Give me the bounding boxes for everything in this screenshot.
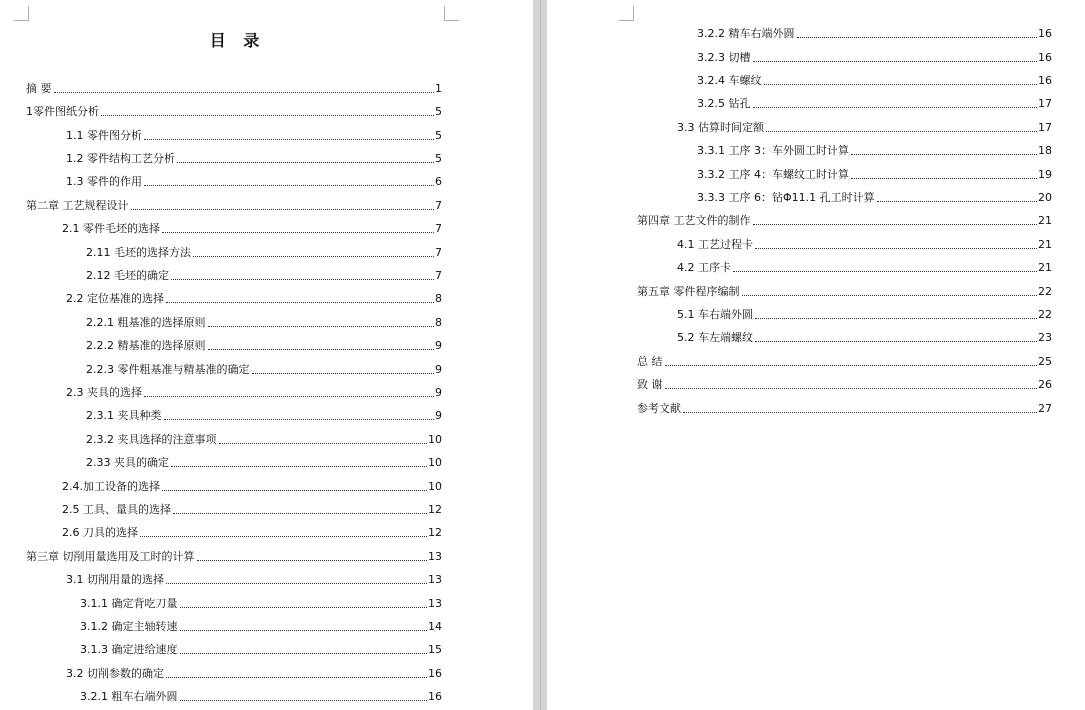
toc-entry-title: 3.3.2 工序 4：车螺纹工时计算 (697, 168, 849, 181)
toc-entry[interactable] (62, 503, 442, 517)
toc-entry-title: 1零件图纸分析 (26, 105, 99, 118)
toc-entry-title: 1.3 零件的作用 (66, 175, 142, 188)
toc-page-number: 9 (435, 386, 442, 399)
toc-dot-leader (166, 302, 434, 303)
toc-entry-title: 2.2 定位基准的选择 (66, 292, 164, 305)
toc-entry-title: 第二章 工艺规程设计 (26, 199, 129, 212)
toc-entry-title: 3.1 切削用量的选择 (66, 573, 164, 586)
toc-entry-title: 2.2.2 精基准的选择原则 (86, 339, 206, 352)
toc-dot-leader (252, 373, 435, 374)
toc-entry-title: 2.2.1 粗基准的选择原则 (86, 316, 206, 329)
toc-entry-title: 2.6 刀具的选择 (62, 526, 138, 539)
toc-dot-leader (755, 318, 1037, 319)
toc-entry[interactable] (677, 261, 1052, 275)
toc-entry[interactable] (26, 105, 442, 119)
toc-page-number: 13 (428, 550, 442, 563)
toc-entry[interactable] (86, 316, 442, 330)
toc-page-number: 14 (428, 620, 442, 633)
toc-dot-leader (851, 178, 1037, 179)
toc-dot-leader (766, 131, 1037, 132)
toc-dot-leader (166, 677, 427, 678)
toc-entry-title: 4.2 工序卡 (677, 261, 731, 274)
toc-entry-title: 3.1.3 确定进给速度 (80, 643, 178, 656)
toc-dot-leader (197, 560, 428, 561)
toc-entry[interactable] (66, 292, 442, 306)
toc-page-number: 1 (435, 82, 442, 95)
toc-entry[interactable] (66, 129, 442, 143)
toc-dot-leader (193, 256, 434, 257)
toc-entry[interactable] (677, 308, 1052, 322)
toc-entry-title: 2.3.1 夹具种类 (86, 409, 162, 422)
toc-page-number: 9 (435, 363, 442, 376)
toc-dot-leader (219, 443, 428, 444)
toc-entry-title: 3.2.2 精车右端外圆 (697, 27, 795, 40)
toc-dot-leader (180, 630, 428, 631)
toc-entry[interactable] (697, 51, 1052, 65)
toc-page-number: 10 (428, 480, 442, 493)
toc-entry[interactable] (677, 331, 1052, 345)
toc-entry[interactable] (26, 550, 442, 564)
toc-entry[interactable] (637, 378, 1052, 392)
toc-entry-title: 摘 要 (26, 82, 52, 95)
toc-page-number: 16 (428, 667, 442, 680)
toc-entry-title: 2.11 毛坯的选择方法 (86, 246, 191, 259)
toc-entry-title: 3.3.1 工序 3：车外圆工时计算 (697, 144, 849, 157)
toc-page-number: 10 (428, 456, 442, 469)
toc-dot-leader (144, 396, 434, 397)
toc-entry-title: 3.3.3 工序 6：钻Φ11.1 孔工时计算 (697, 191, 875, 204)
toc-entry-title: 4.1 工艺过程卡 (677, 238, 753, 251)
toc-entry[interactable] (86, 433, 442, 447)
toc-entry-title: 3.1.2 确定主轴转速 (80, 620, 178, 633)
toc-entry[interactable] (86, 269, 442, 283)
toc-entry[interactable] (66, 152, 442, 166)
toc-entry-title: 2.5 工具、量具的选择 (62, 503, 171, 516)
toc-entry[interactable] (697, 191, 1052, 205)
toc-page-number: 16 (1038, 51, 1052, 64)
toc-page-number: 21 (1038, 261, 1052, 274)
toc-entry[interactable] (62, 222, 442, 236)
toc-entry-title: 2.1 零件毛坯的选择 (62, 222, 160, 235)
toc-page-number: 21 (1038, 214, 1052, 227)
toc-entry-title: 2.4.加工设备的选择 (62, 480, 160, 493)
document-page-right (547, 0, 1085, 710)
toc-entry[interactable] (637, 285, 1052, 299)
toc-entry-title: 3.2.5 钻孔 (697, 97, 751, 110)
toc-entry-title: 1.1 零件图分析 (66, 129, 142, 142)
toc-dot-leader (755, 341, 1037, 342)
toc-page-number: 8 (435, 316, 442, 329)
toc-dot-leader (162, 490, 427, 491)
toc-entry[interactable] (637, 402, 1052, 416)
toc-page-number: 13 (428, 597, 442, 610)
toc-entry-title: 3.2.3 切槽 (697, 51, 751, 64)
toc-page-number: 17 (1038, 121, 1052, 134)
margin-corner-mark (14, 6, 29, 21)
toc-dot-leader (755, 248, 1037, 249)
toc-page-number: 26 (1038, 378, 1052, 391)
toc-entry[interactable] (80, 690, 442, 704)
toc-page-number: 25 (1038, 355, 1052, 368)
toc-dot-leader (742, 295, 1038, 296)
toc-dot-leader (162, 232, 434, 233)
toc-entry-title: 3.2 切削参数的确定 (66, 667, 164, 680)
toc-dot-leader (173, 513, 427, 514)
toc-entry-title: 2.2.3 零件粗基准与精基准的确定 (86, 363, 250, 376)
toc-entry-title: 3.3 估算时间定额 (677, 121, 764, 134)
toc-entry[interactable] (697, 27, 1052, 41)
margin-corner-mark (619, 6, 634, 21)
toc-dot-leader (753, 107, 1038, 108)
toc-entry[interactable] (86, 456, 442, 470)
toc-page-number: 7 (435, 269, 442, 282)
toc-page-number: 21 (1038, 238, 1052, 251)
toc-entry[interactable] (80, 620, 442, 634)
toc-entry[interactable] (86, 363, 442, 377)
toc-page-number: 7 (435, 222, 442, 235)
toc-entry-title: 第三章 切削用量选用及工时的计算 (26, 550, 195, 563)
toc-entry[interactable] (637, 214, 1052, 228)
toc-page-number: 16 (428, 690, 442, 703)
toc-dot-leader (180, 607, 428, 608)
toc-dot-leader (764, 84, 1038, 85)
toc-page-number: 17 (1038, 97, 1052, 110)
toc-dot-leader (131, 209, 435, 210)
toc-page-number: 5 (435, 105, 442, 118)
toc-page-number: 22 (1038, 308, 1052, 321)
toc-entry[interactable] (637, 355, 1052, 369)
toc-entry-title: 1.2 零件结构工艺分析 (66, 152, 175, 165)
toc-entry[interactable] (66, 386, 442, 400)
toc-dot-leader (101, 115, 434, 116)
toc-page-number: 19 (1038, 168, 1052, 181)
toc-entry-title: 第四章 工艺文件的制作 (637, 214, 751, 227)
toc-page-number: 5 (435, 152, 442, 165)
toc-entry-title: 2.3.2 夹具选择的注意事项 (86, 433, 217, 446)
toc-entry-title: 3.2.1 粗车右端外圆 (80, 690, 178, 703)
toc-entry[interactable] (697, 168, 1052, 182)
toc-page-number: 15 (428, 643, 442, 656)
toc-dot-leader (753, 61, 1038, 62)
toc-entry[interactable] (697, 144, 1052, 158)
toc-page-number: 9 (435, 339, 442, 352)
toc-page-number: 16 (1038, 27, 1052, 40)
toc-entry[interactable] (86, 339, 442, 353)
toc-entry-title: 2.12 毛坯的确定 (86, 269, 169, 282)
toc-entry-title: 5.1 车右端外圆 (677, 308, 753, 321)
toc-entry[interactable] (677, 121, 1052, 135)
toc-dot-leader (171, 279, 434, 280)
toc-dot-leader (140, 536, 427, 537)
toc-entry[interactable] (26, 82, 442, 96)
toc-page-number: 9 (435, 409, 442, 422)
page-divider (540, 0, 541, 710)
toc-entry-title: 致 谢 (637, 378, 663, 391)
toc-entry-title: 第五章 零件程序编制 (637, 285, 740, 298)
toc-entry[interactable] (86, 409, 442, 423)
toc-page-number: 12 (428, 526, 442, 539)
toc-dot-leader (171, 466, 427, 467)
toc-page-number: 13 (428, 573, 442, 586)
toc-entry[interactable] (26, 199, 442, 213)
toc-dot-leader (177, 162, 434, 163)
toc-page-number: 5 (435, 129, 442, 142)
toc-page-number: 16 (1038, 74, 1052, 87)
toc-page-number: 12 (428, 503, 442, 516)
margin-corner-mark (444, 6, 459, 21)
toc-dot-leader (180, 653, 428, 654)
toc-page-number: 8 (435, 292, 442, 305)
toc-page-number: 10 (428, 433, 442, 446)
toc-dot-leader (753, 224, 1038, 225)
toc-entry[interactable] (86, 246, 442, 260)
toc-dot-leader (208, 326, 435, 327)
document-page-left (0, 0, 533, 710)
toc-dot-leader (851, 154, 1037, 155)
toc-dot-leader (54, 92, 435, 93)
toc-page-number: 18 (1038, 144, 1052, 157)
toc-entry-title: 2.33 夹具的确定 (86, 456, 169, 469)
toc-entry-title: 2.3 夹具的选择 (66, 386, 142, 399)
toc-page-number: 7 (435, 199, 442, 212)
toc-page-number: 7 (435, 246, 442, 259)
toc-entry[interactable] (66, 175, 442, 189)
toc-dot-leader (166, 583, 427, 584)
toc-entry[interactable] (697, 97, 1052, 111)
toc-dot-leader (733, 271, 1037, 272)
toc-dot-leader (665, 365, 1038, 366)
toc-page-number: 22 (1038, 285, 1052, 298)
toc-dot-leader (683, 412, 1037, 413)
toc-entry[interactable] (80, 643, 442, 657)
toc-entry[interactable] (80, 597, 442, 611)
toc-page-number: 6 (435, 175, 442, 188)
toc-entry-title: 3.1.1 确定背吃刀量 (80, 597, 178, 610)
toc-entry[interactable] (66, 667, 442, 681)
toc-dot-leader (208, 349, 435, 350)
toc-entry-title: 参考文献 (637, 402, 681, 415)
toc-dot-leader (144, 139, 434, 140)
toc-entry[interactable] (62, 480, 442, 494)
toc-dot-leader (180, 700, 428, 701)
toc-page-number: 23 (1038, 331, 1052, 344)
toc-entry[interactable] (66, 573, 442, 587)
toc-page-number: 20 (1038, 191, 1052, 204)
toc-page-number: 27 (1038, 402, 1052, 415)
toc-entry[interactable] (62, 526, 442, 540)
toc-dot-leader (797, 37, 1038, 38)
toc-dot-leader (144, 185, 434, 186)
toc-dot-leader (665, 388, 1038, 389)
toc-dot-leader (877, 201, 1037, 202)
toc-entry-title: 总 结 (637, 355, 663, 368)
toc-entry[interactable] (677, 238, 1052, 252)
toc-dot-leader (164, 419, 435, 420)
toc-entry-title: 3.2.4 车螺纹 (697, 74, 762, 87)
toc-entry[interactable] (697, 74, 1052, 88)
toc-entry-title: 5.2 车左端螺纹 (677, 331, 753, 344)
toc-title: 目 录 (209, 31, 266, 50)
